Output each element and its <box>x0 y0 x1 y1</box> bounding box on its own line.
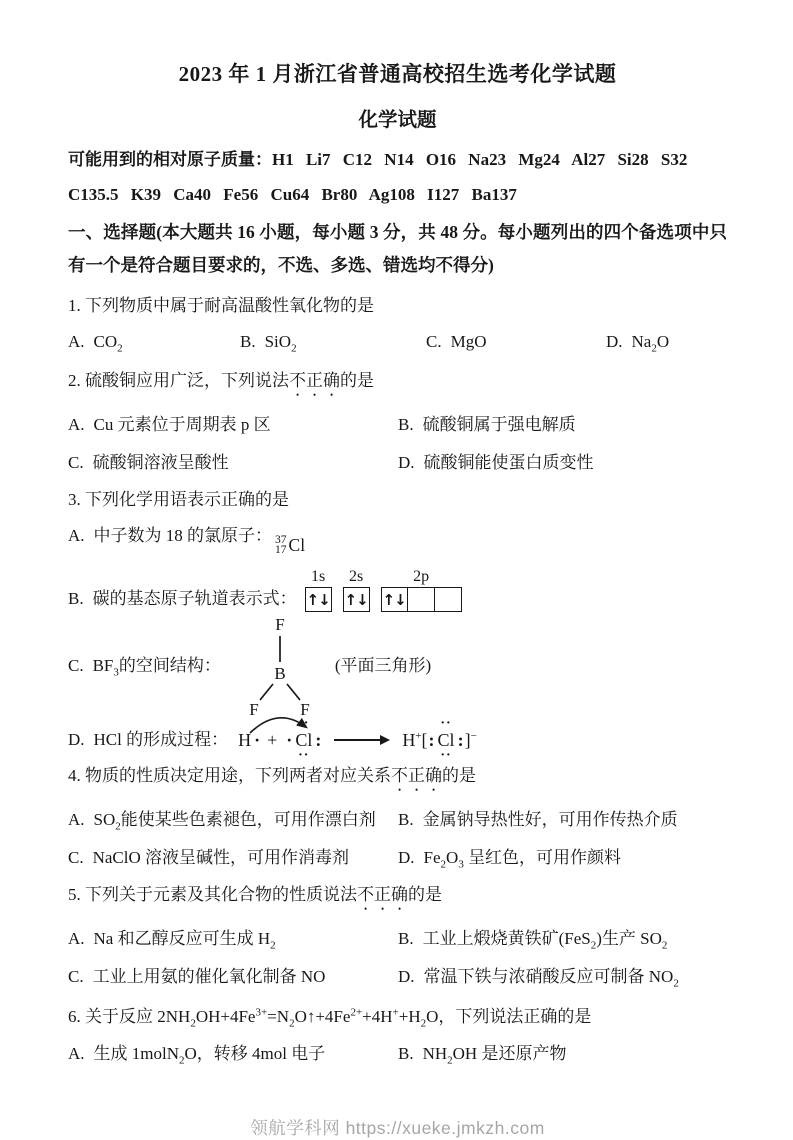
question-4-option-d <box>398 845 727 871</box>
question-2-options-row-1 <box>68 412 727 438</box>
question-1-options <box>68 329 727 355</box>
option-text: 硫酸铜能使蛋白质变性 <box>423 453 594 472</box>
option-text: NaClO 溶液呈碱性，可用作消毒剂 <box>92 848 350 867</box>
question-2-options-row-2 <box>68 450 727 476</box>
question-4-options-row-1 <box>68 807 727 833</box>
option-label: C. <box>68 656 84 675</box>
question-4-option-b <box>398 807 727 833</box>
question-3-option-a <box>68 524 727 555</box>
bf3-atom-f-left: F <box>249 700 259 716</box>
question-3 <box>68 488 727 763</box>
bf3-atom-f-right: F <box>300 700 310 716</box>
bf3-bond-right <box>287 684 300 700</box>
question-2-stem: 2. 硫酸铜应用广泛，下列说法不正确的是 <box>68 371 374 390</box>
isotope-atomic-number: 17 <box>275 544 287 556</box>
option-text: $Na_2O$ <box>631 332 670 355</box>
option-label: C. <box>68 848 84 867</box>
option-text: SiO$_2$ <box>264 332 297 355</box>
option-text: 常温下铁与浓硝酸反应可制备 $NO_2$ <box>423 967 679 990</box>
option-text: $CO_2$ <box>93 332 123 355</box>
isotope-mass-number: 37 <box>275 534 287 546</box>
question-5-option-d <box>398 964 727 990</box>
option-text: 生成 1molN$_2$O，转移 4mol 电子 <box>93 1044 326 1067</box>
product-right-lone-pair: : <box>457 730 464 750</box>
lewis-product-cl-atom <box>436 716 457 763</box>
question-4-stem: 4. 物质的性质决定用途，下列两者对应关系不正确的是 <box>68 766 476 785</box>
option-label: D. <box>68 730 85 749</box>
option-label: D. <box>398 967 415 986</box>
isotope-number-stack <box>275 535 287 555</box>
section-one-heading: 一、选择题(本大题共 16 小题，每小题 3 分，共 48 分。每小题列出的四个备选项中只有一个是符合题目要求的，不选、多选、错选均不得分) <box>68 222 727 275</box>
lewis-structure-equation <box>238 716 477 763</box>
orbital-cell-1s: ↑↓ <box>305 587 332 612</box>
option-text: $SO_2$能使某些色素褪色，可用作漂白剂 <box>93 810 376 833</box>
orbital-label-2s: 2s <box>348 568 364 585</box>
question-3-stem: 3. 下列化学用语表示正确的是 <box>68 490 289 509</box>
question-5-stem: 5. 下列关于元素及其化合物的性质说法不正确的是 <box>68 885 442 904</box>
bf3-bond-left <box>260 684 273 700</box>
lewis-cl-atom <box>293 716 314 763</box>
lewis-product-prefix: H+[ <box>402 730 428 750</box>
bf3-atom-f-top: F <box>275 616 285 634</box>
option-label: A. <box>68 810 85 829</box>
orbital-box-diagram <box>305 567 462 612</box>
option-text: HCl 的形成过程： <box>93 730 229 749</box>
isotope-notation <box>275 533 305 557</box>
question-6-option-b <box>398 1041 727 1067</box>
option-label: D. <box>398 453 415 472</box>
question-1-option-d <box>606 329 727 355</box>
option-label: A. <box>68 1044 85 1063</box>
bf3-geometry-note: (平面三角形) <box>334 656 432 675</box>
question-6-stem: 6. 关于反应 $2NH_2OH+4Fe^{3+}=N_2O↑+4Fe^{2+}+4H^++H_2O$，下列说法正确的是 <box>68 1006 592 1030</box>
option-text: 工业上煅烧黄铁矿(FeS$_2$)生产 $SO_2$ <box>422 929 668 952</box>
question-5 <box>68 883 727 990</box>
orbital-cell-2p-3 <box>435 587 462 612</box>
option-label: B. <box>240 332 256 351</box>
option-label: B. <box>398 929 414 948</box>
question-5-options-row-1 <box>68 926 727 952</box>
option-label: D. <box>606 332 623 351</box>
option-text: 工业上用氨的催化氧化制备 NO <box>92 967 326 986</box>
product-cl-symbol: Cl <box>437 730 455 750</box>
question-5-option-a <box>68 926 398 952</box>
question-3-option-c <box>68 616 727 716</box>
bf3-atom-b-center: B <box>274 664 286 683</box>
atomic-masses-line-2: C135.5 K39 Ca40 Fe56 Cu64 Br80 Ag108 I127 Ba137 <box>68 185 517 204</box>
atomic-masses-line-1: 可能用到的相对原子质量：H1 Li7 C12 N14 O16 Na23 Mg24 Al27 Si28 S32 <box>68 150 688 169</box>
paper-subtitle: 化学试题 <box>358 110 437 131</box>
option-b-text-wrap <box>68 587 297 612</box>
question-4-option-c <box>68 845 398 871</box>
lewis-product-suffix: ]− <box>464 730 477 750</box>
question-4 <box>68 764 727 871</box>
h-electron-dot: · <box>254 730 261 750</box>
option-text: 中子数为 18 的氯原子： <box>93 526 273 545</box>
product-cl-bottom-dots: ·· <box>440 748 452 763</box>
option-text: MgO <box>450 332 487 351</box>
question-2-option-b <box>398 412 727 438</box>
option-text: Na 和乙醇反应可生成 $H_2$ <box>93 929 276 952</box>
option-text: Cu 元素位于周期表 p 区 <box>93 415 271 434</box>
question-4-options-row-2 <box>68 845 727 871</box>
isotope-element-symbol: Cl <box>288 535 306 555</box>
option-label: A. <box>68 929 85 948</box>
right-arrow-icon <box>334 739 388 741</box>
question-1 <box>68 294 727 355</box>
option-label: D. <box>398 848 415 867</box>
option-label: B. <box>68 589 84 608</box>
question-6-option-a <box>68 1041 398 1067</box>
bf3-structure-diagram <box>237 616 323 716</box>
watermark: 领航学科网 https://xueke.jmkzh.com <box>250 1118 545 1138</box>
option-text: $NH_2OH$ 是还原产物 <box>422 1044 567 1067</box>
orbital-cell-2p-2 <box>408 587 435 612</box>
orbital-cell-2p-1: ↑↓ <box>381 587 408 612</box>
question-5-option-c <box>68 964 398 990</box>
option-label: B. <box>398 1044 414 1063</box>
question-3-option-b <box>68 567 727 612</box>
question-2-option-a <box>68 412 398 438</box>
option-label: A. <box>68 415 85 434</box>
question-5-options-row-2 <box>68 964 727 990</box>
question-1-stem: 1. 下列物质中属于耐高温酸性氧化物的是 <box>68 296 374 315</box>
question-2-option-d <box>398 450 727 476</box>
option-label: C. <box>426 332 442 351</box>
option-label: C. <box>68 453 84 472</box>
orbital-group-2p <box>381 567 462 612</box>
option-label: A. <box>68 526 85 545</box>
option-d-text-wrap <box>68 728 228 752</box>
plus-sign: + <box>267 730 278 750</box>
question-1-option-a <box>68 329 240 355</box>
option-label: B. <box>398 810 414 829</box>
option-label: A. <box>68 332 85 351</box>
option-text: 碳的基态原子轨道表示式： <box>92 589 297 608</box>
cl-right-lone-pair: : <box>315 730 322 750</box>
question-3-option-d <box>68 716 727 763</box>
option-text: 硫酸铜属于强电解质 <box>422 415 576 434</box>
paper-header <box>68 58 727 207</box>
option-text: 硫酸铜溶液呈酸性 <box>92 453 229 472</box>
question-6-options-row-1 <box>68 1041 727 1067</box>
cl-bottom-dots: ·· <box>298 748 310 763</box>
orbital-group-1s <box>305 567 332 612</box>
option-label: C. <box>68 967 84 986</box>
option-text: $BF_3$的空间结构： <box>92 656 221 679</box>
option-text: $Fe_2O_3$ 呈红色，可用作颜料 <box>423 848 622 871</box>
question-1-option-b <box>240 329 426 355</box>
orbital-label-1s: 1s <box>310 568 326 585</box>
cl-electron-dot: · <box>286 730 293 750</box>
question-2-option-c <box>68 450 398 476</box>
option-label: B. <box>398 415 414 434</box>
cl-symbol: Cl <box>295 730 313 750</box>
question-5-option-b <box>398 926 727 952</box>
product-cl-top-dots: ·· <box>440 716 452 731</box>
option-text: 金属钠导热性好，可用作传热介质 <box>422 810 678 829</box>
question-2 <box>68 369 727 476</box>
product-left-lone-pair: : <box>428 730 435 750</box>
question-6 <box>68 1005 727 1067</box>
orbital-group-2s <box>343 567 370 612</box>
option-c-text-wrap <box>68 654 221 678</box>
orbital-cell-2s: ↑↓ <box>343 587 370 612</box>
orbital-label-2p: 2p <box>413 568 430 585</box>
cl-top-dots: ·· <box>298 716 310 731</box>
question-1-option-c <box>426 329 606 355</box>
paper-title: 2023 年 1 月浙江省普通高校招生选考化学试题 <box>178 62 617 86</box>
question-4-option-a <box>68 807 398 833</box>
lewis-h-atom: H <box>238 730 252 750</box>
